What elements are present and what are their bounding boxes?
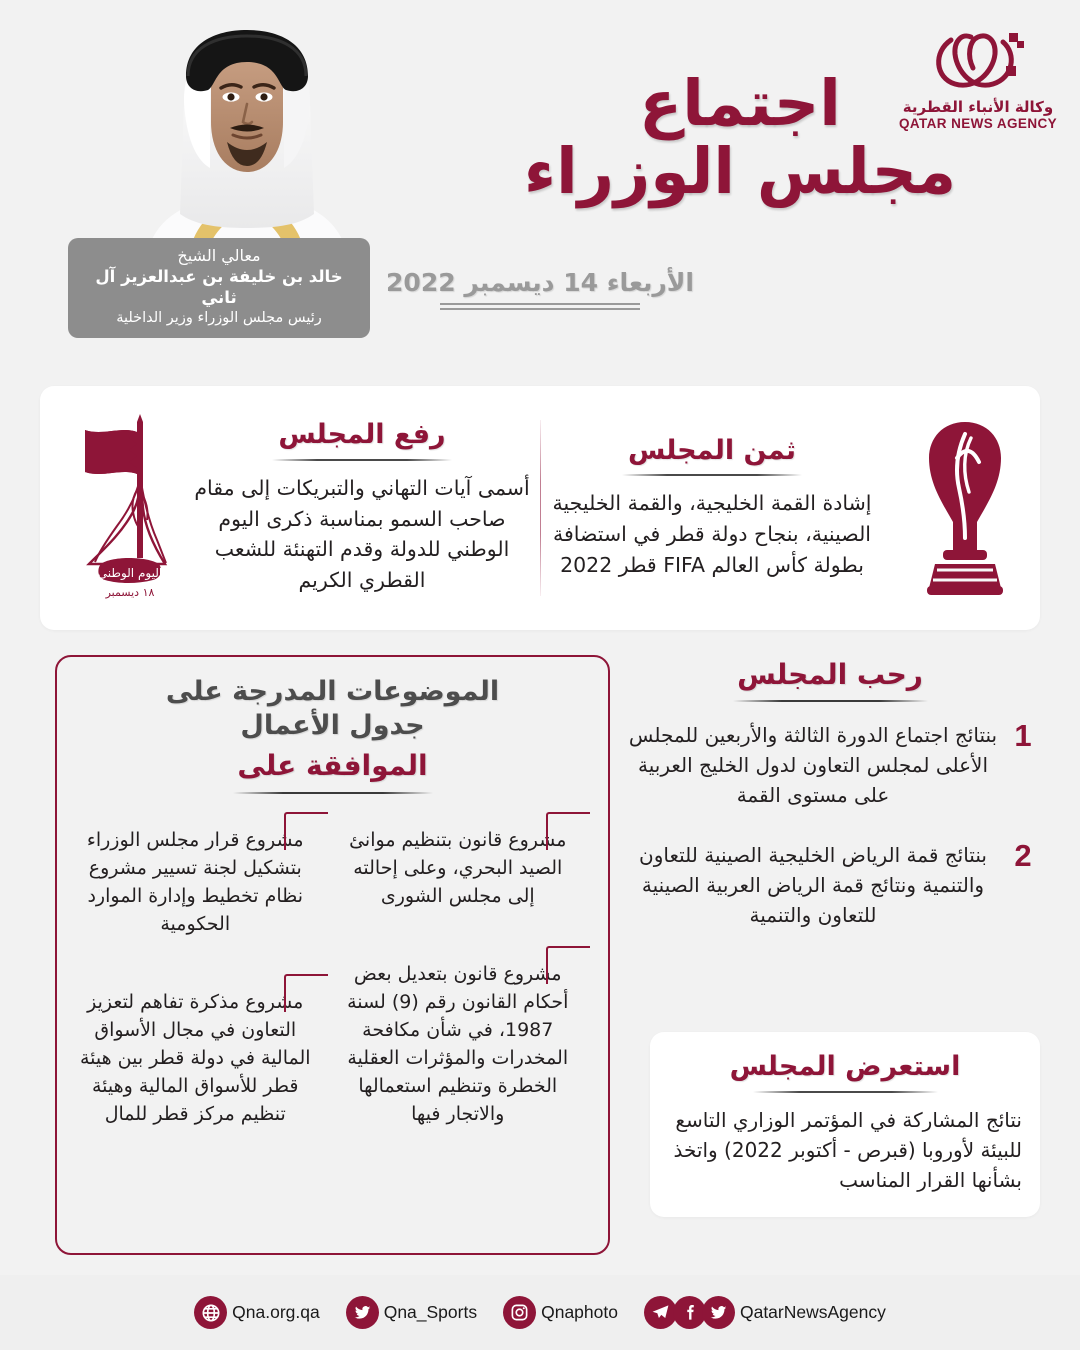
agenda-heading	[77, 675, 588, 743]
qatar-national-day-emblem-icon	[40, 408, 190, 608]
corner-bracket-icon	[284, 974, 328, 1012]
review-text: نتائج المشاركة في المؤتمر الوزاري التاسع للبيئة لأوروبا (قبرص - أكتوبر 2022) واتخذ بشأنها القرار المناسب	[673, 1107, 1022, 1192]
agenda-heading-line-1: الموضوعات المدرجة على	[165, 676, 500, 707]
svg-text:١٨ ديسمبر: ١٨ ديسمبر	[105, 586, 155, 599]
welcome-item-number: 2	[1014, 837, 1032, 873]
title-line-1: اجتماع	[639, 67, 841, 140]
qna-logo	[898, 28, 1058, 131]
review-rule	[753, 1091, 938, 1093]
social-label: QatarNewsAgency	[739, 1302, 886, 1322]
agenda-subheading: الموافقة على	[237, 748, 428, 782]
welcome-item	[620, 837, 1040, 930]
svg-text:اليوم الوطني: اليوم الوطني	[97, 566, 163, 580]
header	[0, 0, 1080, 360]
social-label: Qnaphoto	[541, 1302, 618, 1322]
welcome-rule	[733, 700, 928, 702]
card-greetings-heading: رفع المجلس	[278, 419, 446, 451]
globe-icon[interactable]	[194, 1296, 227, 1329]
top-summary-card	[40, 386, 1040, 630]
instagram-icon[interactable]	[503, 1296, 536, 1329]
qna-logo-english: QATAR NEWS AGENCY	[898, 116, 1058, 131]
date-text: الأربعاء 14 ديسمبر 2022	[386, 268, 694, 297]
agenda-item	[340, 812, 589, 910]
agenda-item-text: مشروع قانون بتعديل بعض أحكام القانون رقم (9) لسنة 1987، في شأن مكافحة المخدرات والمؤثرات العقلية الخطرة وتنظيم استعمالها والاتجار فيها	[347, 962, 569, 1126]
card-greetings-body	[190, 420, 540, 596]
social-group-sports[interactable]	[346, 1296, 477, 1329]
portrait-photo	[128, 18, 366, 258]
person-role: رئيس مجلس الوزراء وزير الداخلية	[116, 309, 322, 326]
person-name: خالد بن خليفة بن عبدالعزيز آل ثاني	[95, 267, 343, 308]
agenda-rule	[233, 792, 433, 794]
card-praise-body	[540, 436, 890, 581]
welcome-heading: رحب المجلس	[737, 658, 923, 691]
agenda-grid	[77, 812, 588, 1165]
qna-atom-icon	[898, 28, 1058, 94]
corner-bracket-icon	[284, 812, 328, 850]
portrait-image	[128, 18, 366, 258]
heading-rule	[272, 459, 452, 461]
corner-bracket-icon	[546, 812, 590, 850]
qna-logo-arabic: وكالة الأنباء القطرية	[902, 98, 1054, 116]
review-card	[650, 1032, 1040, 1217]
twitter-icon[interactable]	[346, 1296, 379, 1329]
card-praise-heading: ثمن المجلس	[627, 434, 797, 466]
world-cup-trophy-icon	[890, 418, 1040, 598]
card-praise-text: إشادة القمة الخليجية، والقمة الخليجية الصينية، بنجاح دولة قطر في استضافة بطولة كأس العالم FIFA قطر 2022	[552, 491, 872, 577]
agenda-column-left	[77, 812, 326, 1165]
date-block	[0, 268, 1080, 313]
footer-social-bar	[0, 1275, 1080, 1350]
title-line-2: مجلس الوزراء	[523, 135, 957, 208]
agenda-heading-line-2: جدول الأعمال	[240, 709, 425, 741]
agenda-item	[340, 946, 589, 1129]
welcome-item-number: 1	[1014, 717, 1032, 753]
social-label: Qna_Sports	[383, 1302, 478, 1322]
agenda-item-text: مشروع مذكرة تفاهم لتعزيز التعاون في مجال الأسواق المالية في دولة قطر بين هيئة قطر للأسواق المالية وهيئة تنظيم مركز قطر للمال	[79, 990, 311, 1126]
date-rules	[440, 303, 640, 310]
heading-rule	[622, 474, 802, 476]
social-group-website[interactable]	[194, 1296, 320, 1329]
agenda-item-text: مشروع قرار مجلس الوزراء بتشكيل لجنة تسيير مشروع نظام تخطيط وإدارة الموارد الحكومية	[86, 828, 304, 935]
card-greetings	[40, 386, 540, 630]
card-greetings-text: أسمى آيات التهاني والتبريكات إلى مقام صاحب السمو بمناسبة ذكرى اليوم الوطني للدولة وقدم التهنئة للشعب القطري الكريم	[194, 475, 530, 593]
corner-bracket-icon	[546, 946, 590, 984]
welcome-item-text: بنتائج اجتماع الدورة الثالثة والأربعين للمجلس الأعلى لمجلس التعاون لدول الخليج العربية على مستوى القمة	[628, 722, 998, 807]
welcome-item	[620, 717, 1040, 810]
card-praise	[540, 386, 1040, 630]
social-group-main[interactable]	[644, 1296, 886, 1329]
agenda-column-right	[340, 812, 589, 1165]
social-group-instagram[interactable]	[503, 1296, 618, 1329]
welcome-section	[620, 660, 1040, 960]
agenda-item-text: مشروع قانون بتنظيم موانئ الصيد البحري، وعلى إحالته إلى مجلس الشورى	[349, 828, 567, 907]
welcome-item-text: بنتائج قمة الرياض الخليجية الصينية للتعاون والتنمية ونتائج قمة الرياض العربية الصينية للتعاون والتنمية	[639, 842, 987, 927]
agenda-item	[77, 974, 326, 1129]
review-heading: استعرض المجلس	[729, 1051, 961, 1082]
twitter-icon[interactable]	[702, 1296, 735, 1329]
agenda-item	[77, 812, 326, 938]
person-honorific: معالي الشيخ	[177, 246, 261, 265]
agenda-panel	[55, 655, 610, 1255]
social-label: Qna.org.qa	[232, 1302, 320, 1322]
